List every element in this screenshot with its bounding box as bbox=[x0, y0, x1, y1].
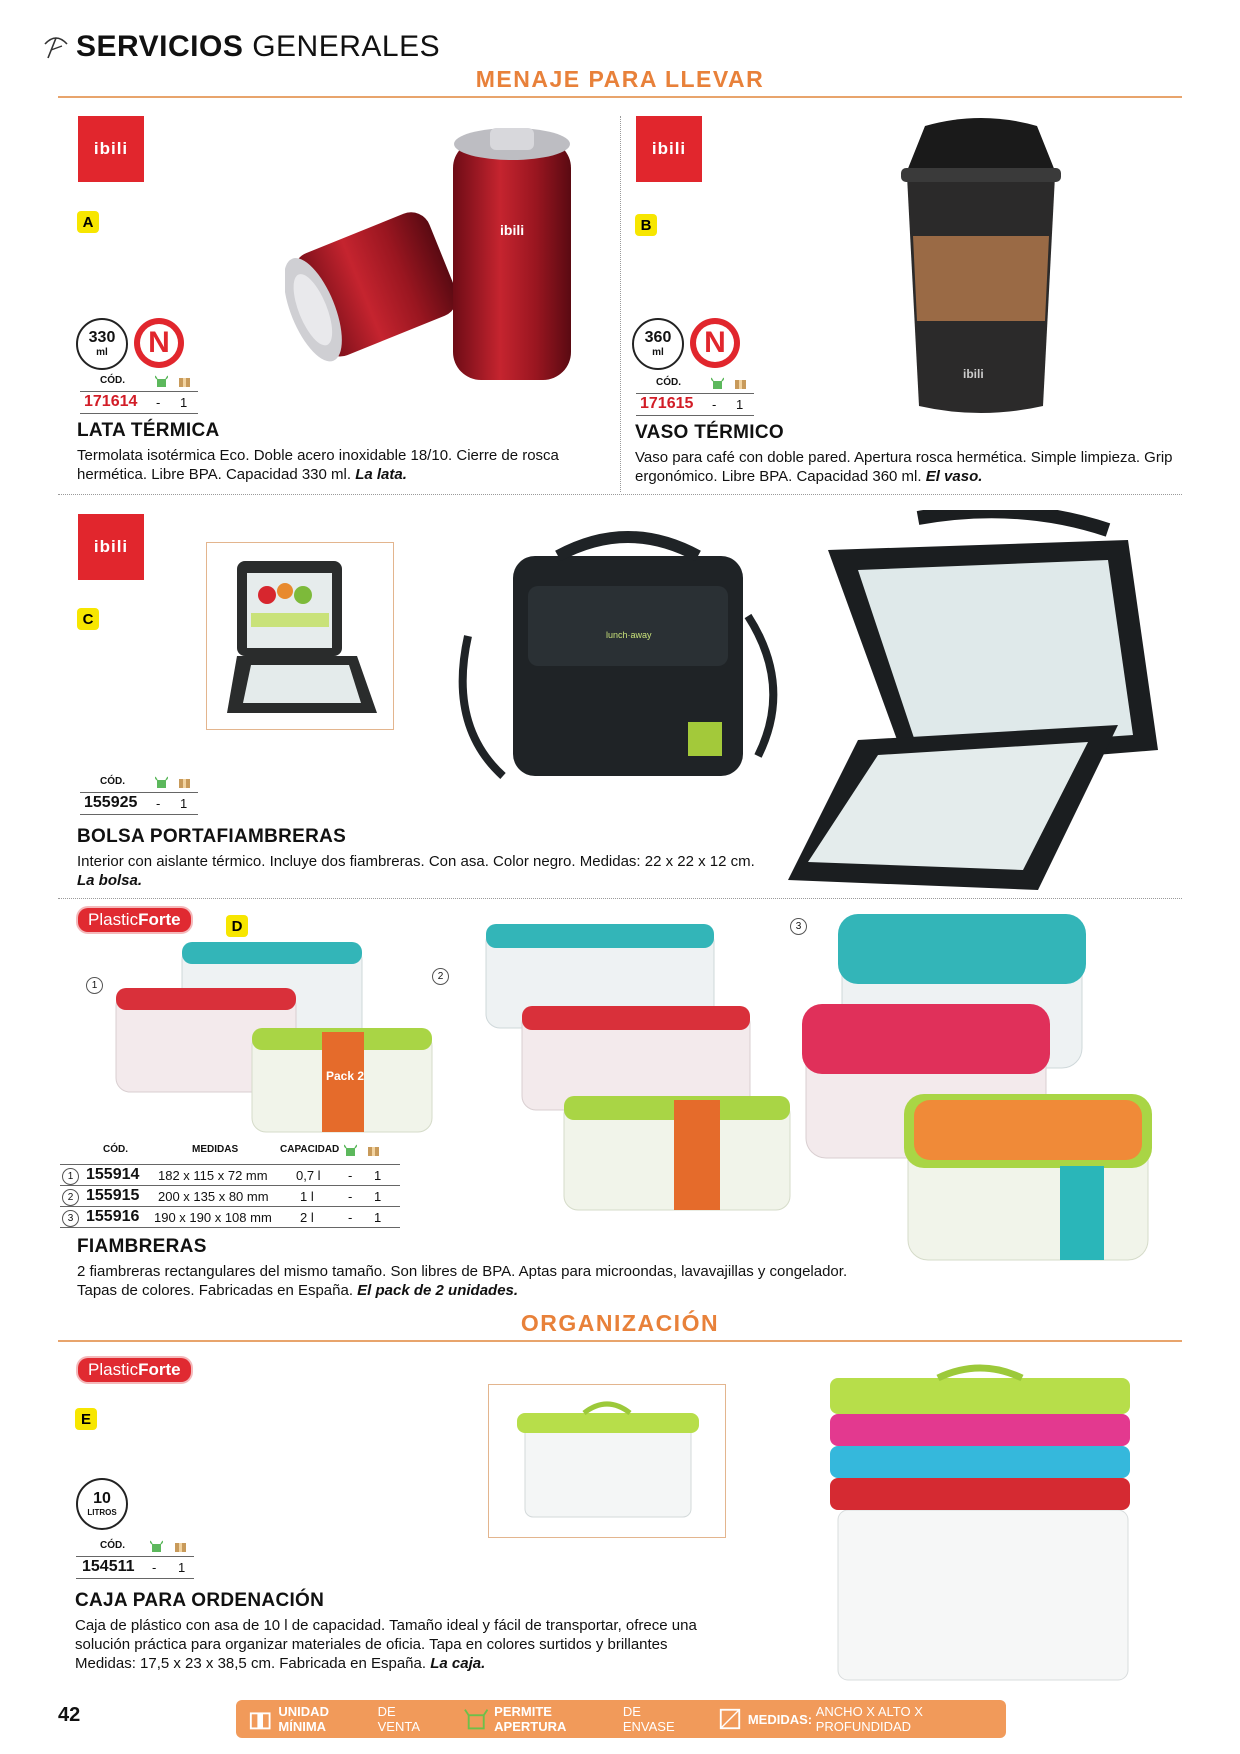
plastic-forte-logo bbox=[78, 1358, 191, 1382]
column-divider bbox=[620, 116, 621, 492]
lunch-bag-open-thumbnail bbox=[206, 542, 394, 730]
brand-label-bold: Forte bbox=[138, 1360, 181, 1379]
table-row bbox=[60, 1164, 400, 1185]
row-divider bbox=[58, 494, 1182, 495]
food-containers-medium-image bbox=[482, 922, 792, 1222]
product-code: 154511 bbox=[82, 1558, 135, 1575]
code-rule bbox=[80, 391, 198, 392]
row-qty: 1 bbox=[374, 1168, 382, 1183]
header-icon bbox=[42, 30, 70, 60]
code-rule bbox=[80, 792, 198, 793]
min-qty: 1 bbox=[180, 796, 188, 811]
open-package-icon bbox=[344, 1144, 357, 1157]
image-number-2: 2 bbox=[432, 968, 449, 985]
desc-text: Vaso para café con doble pared. Apertura rosca hermética. Simple limpieza. Grip ergonómico. Libre BPA. Capacidad 360 ml. bbox=[635, 449, 1173, 485]
brand-label: ibili bbox=[93, 537, 129, 556]
table-row bbox=[60, 1185, 400, 1206]
row-cap: 1 l bbox=[300, 1189, 314, 1204]
min-unit-icon bbox=[178, 776, 191, 789]
open-package-icon bbox=[711, 377, 724, 390]
row-qty: 1 bbox=[374, 1210, 382, 1225]
min-unit-icon bbox=[178, 375, 191, 388]
row-cap: 0,7 l bbox=[296, 1168, 321, 1183]
pack-label: Pack 2 bbox=[326, 1069, 365, 1083]
sale-unit: La bolsa. bbox=[77, 872, 143, 889]
food-containers-large-image bbox=[802, 912, 1182, 1272]
code-dash: - bbox=[156, 796, 161, 811]
code-dash: - bbox=[152, 1560, 157, 1575]
new-badge-b bbox=[690, 318, 740, 368]
row-dash: - bbox=[348, 1189, 353, 1204]
cod-header: CÓD. bbox=[656, 377, 681, 388]
product-title-c: BOLSA PORTAFIAMBRERAS bbox=[77, 826, 347, 847]
brand-label: Plastic bbox=[88, 910, 139, 929]
svg-text:ibili: ibili bbox=[963, 367, 984, 381]
desc-text: Interior con aislante térmico. Incluye dos fiambreras. Con asa. Color negro. Medidas: 22 x 22 x 12 cm. bbox=[77, 853, 755, 870]
lunch-bag-image bbox=[448, 526, 808, 786]
capacity-unit: ml bbox=[652, 347, 664, 358]
product-desc-b bbox=[635, 448, 1175, 486]
product-code: 171615 bbox=[640, 395, 694, 412]
open-package-icon bbox=[150, 1540, 163, 1553]
min-qty: 1 bbox=[736, 397, 744, 412]
open-package-icon bbox=[155, 375, 168, 388]
sale-unit: El vaso. bbox=[925, 468, 983, 485]
desc-text: Caja de plástico con asa de 10 l de capacidad. Tamaño ideal y fácil de transportar, ofrece una solución práctica para organizar materiales de oficia. Tapa en colores surtidos y brillantes Medidas: 17,5 x 23 x 38,5 cm. Fabricada en España. bbox=[75, 1617, 697, 1672]
brand-label: Plastic bbox=[88, 1360, 139, 1379]
capacity-number: 10 bbox=[93, 1490, 111, 1507]
row-medidas: 200 x 135 x 80 mm bbox=[158, 1189, 269, 1204]
header-title-light: GENERALES bbox=[252, 30, 441, 63]
thermal-cup-image bbox=[895, 116, 1067, 418]
min-unit-icon bbox=[734, 377, 747, 390]
capacity-badge-b bbox=[632, 318, 684, 370]
code-dash: - bbox=[156, 395, 161, 410]
min-unit-icon bbox=[367, 1144, 380, 1157]
row-cap: 2 l bbox=[300, 1210, 314, 1225]
legend-open-package bbox=[464, 1704, 692, 1734]
row-divider bbox=[58, 898, 1182, 899]
min-unit-icon bbox=[174, 1540, 187, 1553]
table-row bbox=[60, 1206, 400, 1228]
legend-label: DE VENTA bbox=[377, 1704, 420, 1734]
code-rule bbox=[76, 1578, 194, 1579]
row-dash: - bbox=[348, 1210, 353, 1225]
product-code: 171614 bbox=[84, 393, 138, 410]
section-rule bbox=[58, 96, 1182, 98]
product-title-a: LATA TÉRMICA bbox=[77, 420, 220, 441]
open-package-icon bbox=[464, 1706, 488, 1732]
open-package-icon bbox=[155, 776, 168, 789]
new-badge-a bbox=[134, 318, 184, 368]
ibili-logo bbox=[636, 116, 702, 182]
product-desc-a bbox=[77, 446, 597, 484]
new-badge-letter: N bbox=[140, 324, 178, 362]
brand-label: ibili bbox=[93, 139, 129, 158]
food-containers-small-image bbox=[112, 940, 434, 1140]
capacity-unit: LITROS bbox=[87, 1508, 117, 1517]
dimensions-icon bbox=[718, 1706, 742, 1732]
section-title-menaje: MENAJE PARA LLEVAR bbox=[475, 66, 765, 92]
desc-text: 2 fiambreras rectangulares del mismo tamaño. Son libres de BPA. Aptas para microondas, lavavajillas y congelador. Tapas de colores. Fabricadas en España. bbox=[77, 1263, 848, 1299]
capacity-number: 360 bbox=[644, 329, 672, 346]
thermal-can-image bbox=[285, 120, 585, 395]
row-medidas: 182 x 115 x 72 mm bbox=[158, 1168, 268, 1183]
min-qty: 1 bbox=[178, 1560, 186, 1575]
ibili-logo bbox=[78, 116, 144, 182]
code-rule bbox=[80, 413, 198, 414]
medidas-header: MEDIDAS bbox=[192, 1144, 239, 1155]
row-dash: - bbox=[348, 1168, 353, 1183]
sale-unit: El pack de 2 unidades. bbox=[357, 1282, 519, 1299]
cod-header: CÓD. bbox=[100, 375, 125, 386]
sale-unit: La lata. bbox=[355, 466, 407, 483]
row-qty: 1 bbox=[374, 1189, 382, 1204]
product-letter-b: B bbox=[635, 214, 657, 236]
svg-text:ibili: ibili bbox=[500, 222, 525, 238]
storage-box-thumbnail bbox=[488, 1384, 726, 1538]
section-title-organizacion: ORGANIZACIÓN bbox=[520, 1310, 720, 1336]
plastic-forte-logo bbox=[78, 908, 191, 932]
product-desc-d bbox=[77, 1262, 877, 1300]
section-rule bbox=[58, 1340, 1182, 1342]
header-title-bold: SERVICIOS bbox=[76, 30, 244, 63]
code-rule bbox=[76, 1556, 194, 1557]
row-medidas: 190 x 190 x 108 mm bbox=[154, 1210, 272, 1225]
product-title-b: VASO TÉRMICO bbox=[635, 422, 784, 443]
capacity-badge-e bbox=[76, 1478, 128, 1530]
row-number: 3 bbox=[62, 1210, 79, 1227]
product-letter-a: A bbox=[77, 211, 99, 233]
legend-label: ANCHO X ALTO X PROFUNDIDAD bbox=[815, 1704, 923, 1734]
bag-brand-label: lunch·away bbox=[606, 630, 652, 640]
code-rule bbox=[636, 393, 754, 394]
min-unit-icon bbox=[248, 1706, 272, 1732]
legend-min-unit bbox=[248, 1704, 438, 1734]
new-badge-letter: N bbox=[696, 324, 734, 362]
legend-label: DE ENVASE bbox=[622, 1704, 675, 1734]
page-header bbox=[76, 30, 440, 64]
product-title-d: FIAMBRERAS bbox=[77, 1236, 207, 1257]
cod-header: CÓD. bbox=[103, 1144, 128, 1155]
cod-header: CÓD. bbox=[100, 1540, 125, 1551]
brand-label: ibili bbox=[651, 139, 687, 158]
row-code: 155916 bbox=[86, 1208, 140, 1225]
min-qty: 1 bbox=[180, 395, 188, 410]
ibili-logo bbox=[78, 514, 144, 580]
capacity-badge-a bbox=[76, 318, 128, 370]
capacidad-header: CAPACIDAD bbox=[280, 1144, 340, 1155]
product-code: 155925 bbox=[84, 794, 138, 811]
product-letter-d: D bbox=[226, 915, 248, 937]
desc-text: Termolata isotérmica Eco. Doble acero inoxidable 18/10. Cierre de rosca hermética. Libre BPA. Capacidad 330 ml. bbox=[77, 447, 559, 483]
row-code: 155915 bbox=[86, 1187, 140, 1204]
row-code: 155914 bbox=[86, 1166, 140, 1183]
brand-label-bold: Forte bbox=[138, 910, 181, 929]
legend-label-bold: MEDIDAS: bbox=[747, 1711, 813, 1727]
code-rule bbox=[80, 814, 198, 815]
code-rule bbox=[636, 415, 754, 416]
legend-dimensions bbox=[718, 1704, 1006, 1734]
sale-unit: La caja. bbox=[430, 1655, 486, 1672]
product-desc-c bbox=[77, 852, 797, 890]
legend-label-bold: UNIDAD MÍNIMA bbox=[278, 1704, 329, 1734]
page-number: 42 bbox=[58, 1704, 81, 1726]
storage-boxes-stack-image bbox=[808, 1360, 1158, 1685]
lunch-bag-open-image bbox=[788, 510, 1178, 895]
row-number: 1 bbox=[62, 1168, 79, 1185]
row-number: 2 bbox=[62, 1189, 79, 1206]
code-dash: - bbox=[712, 397, 717, 412]
image-number-1: 1 bbox=[86, 977, 103, 994]
product-title-e: CAJA PARA ORDENACIÓN bbox=[75, 1590, 325, 1611]
product-letter-c: C bbox=[77, 608, 99, 630]
fiambreras-table bbox=[60, 1144, 400, 1228]
cod-header: CÓD. bbox=[100, 776, 125, 787]
product-desc-e bbox=[75, 1616, 715, 1673]
footer-legend bbox=[236, 1700, 1006, 1738]
legend-label-bold: PERMITE APERTURA bbox=[494, 1704, 567, 1734]
capacity-unit: ml bbox=[96, 347, 108, 358]
capacity-number: 330 bbox=[88, 329, 116, 346]
product-letter-e: E bbox=[75, 1408, 97, 1430]
image-number-3: 3 bbox=[790, 918, 807, 935]
